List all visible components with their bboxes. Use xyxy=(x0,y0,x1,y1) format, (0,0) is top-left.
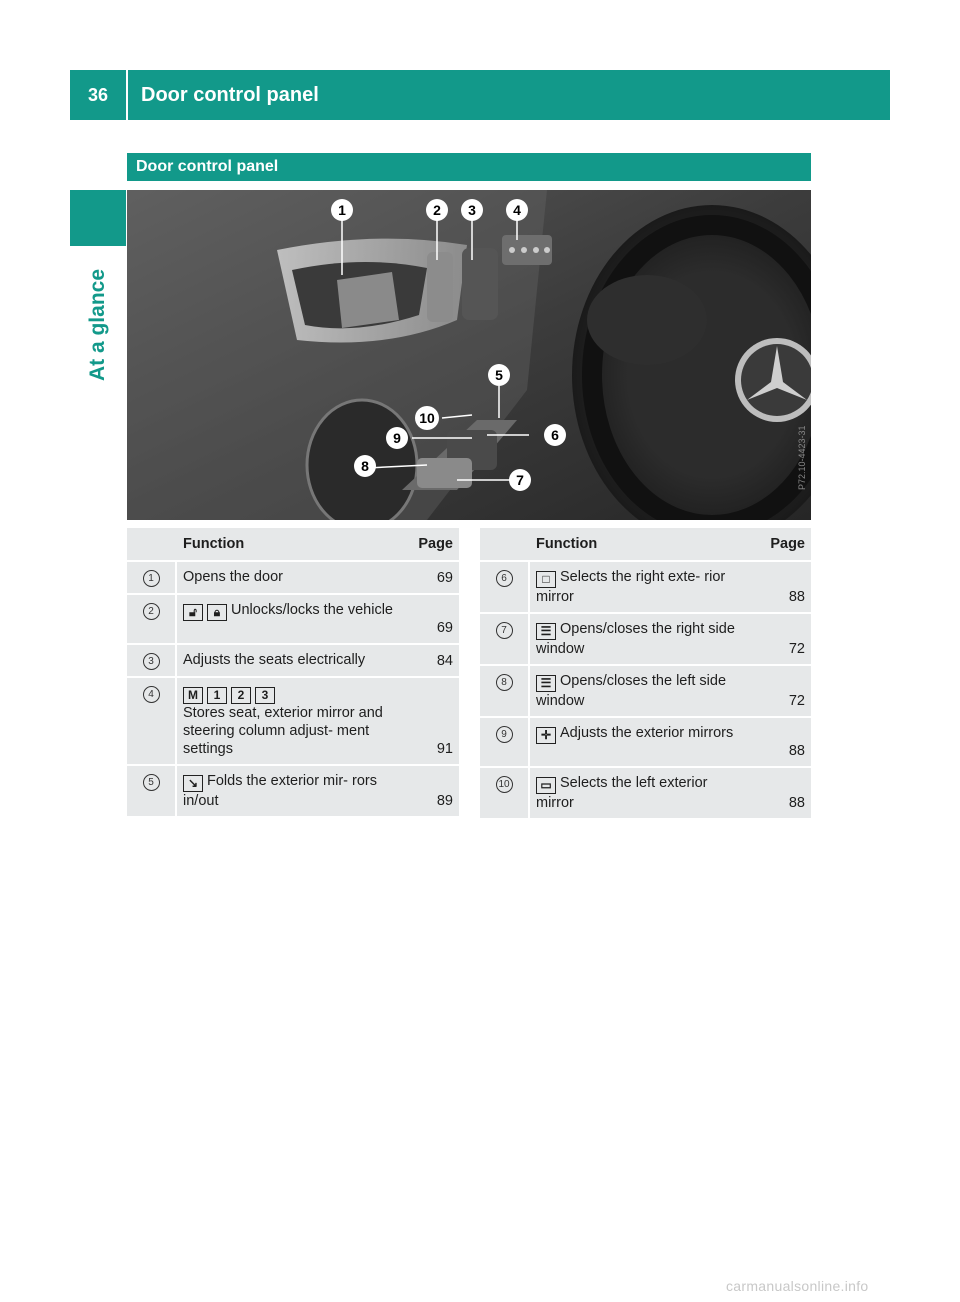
table-row xyxy=(127,595,459,645)
svg-text:1: 1 xyxy=(338,202,346,218)
callout-8 xyxy=(354,455,376,477)
callout-10 xyxy=(415,406,439,430)
row-function: Adjusts the seats electrically xyxy=(177,645,399,678)
row-page: 88 xyxy=(751,768,811,820)
row-number: 8 xyxy=(480,666,530,718)
right-mirror-icon: □ xyxy=(536,571,556,588)
unlock-icon: 🔓︎ xyxy=(183,604,203,621)
num-header xyxy=(127,528,177,562)
callout-1 xyxy=(331,199,353,221)
svg-text:4: 4 xyxy=(513,202,521,218)
function-table-right xyxy=(480,528,811,820)
callout-9 xyxy=(386,427,408,449)
svg-text:9: 9 xyxy=(393,430,401,446)
svg-text:6: 6 xyxy=(551,427,559,443)
row-page: 72 xyxy=(751,614,811,666)
row-function: Opens the door xyxy=(177,562,399,595)
table-row xyxy=(480,614,811,666)
callout-4 xyxy=(506,199,528,221)
row-function: ↘ Folds the exterior mir- rors in/out xyxy=(177,766,399,818)
svg-text:2: 2 xyxy=(433,202,441,218)
table-row xyxy=(480,562,811,614)
row-number: 5 xyxy=(127,766,177,818)
memory-3-key: 3 xyxy=(255,687,275,704)
row-page: 88 xyxy=(751,718,811,768)
page-header-cell: Page xyxy=(751,528,811,562)
photo-code: P72.10-4423-31 xyxy=(797,425,807,490)
memory-2-key: 2 xyxy=(231,687,251,704)
header-divider xyxy=(126,70,128,120)
row-number: 4 xyxy=(127,678,177,766)
row-number: 9 xyxy=(480,718,530,768)
row-function: □ Selects the right exte- rior mirror xyxy=(530,562,751,614)
function-table-left xyxy=(127,528,459,818)
row-number: 2 xyxy=(127,595,177,645)
page-number: 36 xyxy=(87,84,109,105)
mirror-adjust-icon: ✛ xyxy=(536,727,556,744)
svg-text:5: 5 xyxy=(495,367,503,383)
memory-m-key: M xyxy=(183,687,203,704)
table-row xyxy=(127,766,459,818)
table-row xyxy=(127,562,459,595)
page-header-cell: Page xyxy=(399,528,459,562)
function-header: Function xyxy=(177,528,399,562)
table-header-row xyxy=(127,528,459,562)
row-function: ☰ Opens/closes the right side window xyxy=(530,614,751,666)
window-icon: ☰ xyxy=(536,623,556,640)
side-tab-block xyxy=(70,190,126,246)
row-number: 6 xyxy=(480,562,530,614)
left-mirror-icon: ▭ xyxy=(536,777,556,794)
table-row xyxy=(127,645,459,678)
callout-5 xyxy=(488,364,510,386)
svg-text:3: 3 xyxy=(468,202,476,218)
row-number: 1 xyxy=(127,562,177,595)
svg-text:10: 10 xyxy=(419,410,435,426)
svg-text:8: 8 xyxy=(361,458,369,474)
table-row xyxy=(480,666,811,718)
callout-3 xyxy=(461,199,483,221)
row-page: 91 xyxy=(399,678,459,766)
row-function: 🔓︎ 🔒︎ Unlocks/locks the vehicle xyxy=(177,595,399,645)
table-row xyxy=(480,768,811,820)
row-page: 88 xyxy=(751,562,811,614)
row-number: 7 xyxy=(480,614,530,666)
section-title: Door control panel xyxy=(127,153,811,181)
fold-mirror-icon: ↘ xyxy=(183,775,203,792)
row-function: M 1 2 3 Stores seat, exterior mirror and steering column adjust- ment settings xyxy=(177,678,399,766)
side-chapter-label: At a glance xyxy=(86,268,109,382)
row-page: 72 xyxy=(751,666,811,718)
row-number: 3 xyxy=(127,645,177,678)
row-page: 84 xyxy=(399,645,459,678)
row-function: ☰ Opens/closes the left side window xyxy=(530,666,751,718)
door-panel-photo xyxy=(127,190,811,520)
lock-icon: 🔒︎ xyxy=(207,604,227,621)
svg-text:7: 7 xyxy=(516,472,524,488)
table-header-row xyxy=(480,528,811,562)
window-icon: ☰ xyxy=(536,675,556,692)
row-page: 69 xyxy=(399,562,459,595)
row-page: 89 xyxy=(399,766,459,818)
function-header: Function xyxy=(530,528,751,562)
table-row xyxy=(127,678,459,766)
header-title: Door control panel xyxy=(141,83,319,106)
callout-2 xyxy=(426,199,448,221)
watermark: carmanualsonline.info xyxy=(726,1278,869,1294)
row-number: 10 xyxy=(480,768,530,820)
row-page: 69 xyxy=(399,595,459,645)
callout-6 xyxy=(544,424,566,446)
memory-1-key: 1 xyxy=(207,687,227,704)
callout-7 xyxy=(509,469,531,491)
page-header xyxy=(70,70,890,120)
num-header xyxy=(480,528,530,562)
table-row xyxy=(480,718,811,768)
row-function: ✛ Adjusts the exterior mirrors xyxy=(530,718,751,768)
row-function: ▭ Selects the left exterior mirror xyxy=(530,768,751,820)
